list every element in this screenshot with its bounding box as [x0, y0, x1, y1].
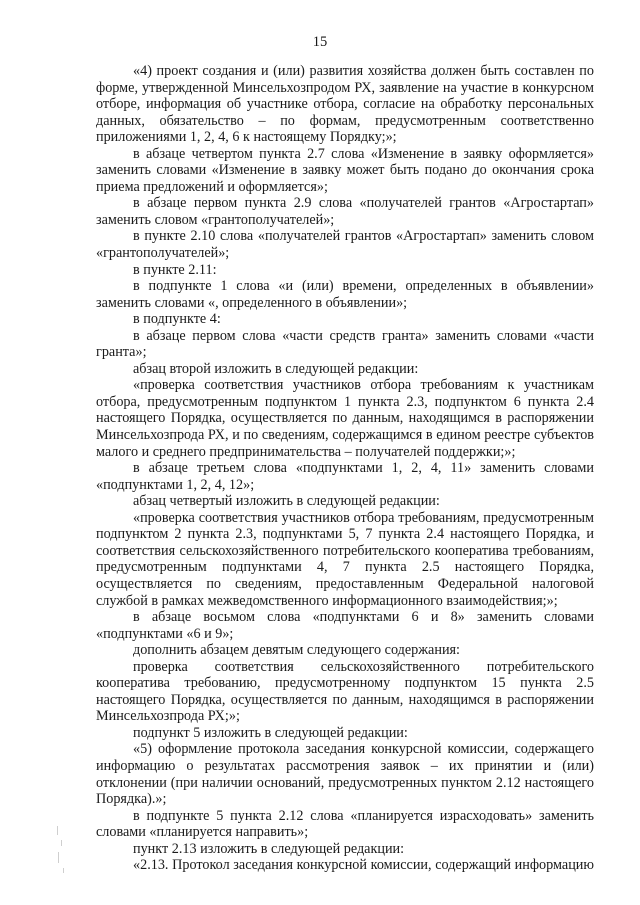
paragraph: в абзаце восьмом слова «подпунктами 6 и 8» заменить словами «подпунктами «6 и 9»;	[96, 609, 594, 642]
paragraph: в абзаце первом пункта 2.9 слова «получателей грантов «Агростартап» заменить словом «грантополучателей»;	[96, 195, 594, 228]
paragraph: в абзаце первом слова «части средств гранта» заменить словами «части гранта»;	[96, 327, 594, 361]
paragraph: в подпункте 1 слова «и (или) времени, определенных в объявлении» заменить словами «, определенного в объявлении»;	[96, 278, 594, 311]
paragraph: дополнить абзацем девятым следующего содержания:	[133, 642, 461, 659]
paragraph: в подпункте 5 пункта 2.12 слова «планируется израсходовать» заменить словами «планируется направить»;	[96, 807, 594, 841]
scan-margin-marks	[55, 822, 75, 882]
paragraph: «2.13. Протокол заседания конкурсной комиссии, содержащий информацию	[133, 857, 594, 874]
paragraph: в пункте 2.10 слова «получателей грантов «Агростартап» заменить словом «грантополучателей»;	[96, 228, 594, 262]
paragraph: «4) проект создания и (или) развития хозяйства должен быть составлен по форме, утвержденной Минсельхозпродом РХ, заявление на участие в конкурсном отборе, информация об участнике отбора, согласие на обработку персональных данных, обязательство – по формам, предусмотренным соответственно приложениями 1, 2, 4, 6 к настоящему Порядку;»;	[96, 63, 594, 146]
paragraph: абзац четвертый изложить в следующей редакции:	[133, 493, 440, 510]
paragraph: проверка соответствия сельскохозяйственного потребительского кооператива требованию, предусмотренному подпунктом 15 пункта 2.5 настоящего Порядка, осуществляется по данным, находящимся в распоряжении Минсельхозпрода РХ;»;	[96, 658, 594, 725]
paragraph: абзац второй изложить в следующей редакции:	[133, 360, 419, 377]
paragraph: в абзаце четвертом пункта 2.7 слова «Изменение в заявку оформляется» заменить словами «Изменение в заявку может быть подано до окончания срока приема предложений и оформляется»;	[96, 145, 594, 195]
paragraph: в пункте 2.11:	[133, 261, 217, 278]
paragraph: в абзаце третьем слова «подпунктами 1, 2, 4, 11» заменить словами «подпунктами 1, 2, 4, 12»;	[96, 460, 594, 493]
paragraph: «проверка соответствия участников отбора требованиям к участникам отбора, предусмотренным подпунктом 1 пункта 2.3, подпунктом 6 пункта 2.4 настоящего Порядка, осуществляется по данным, находящимся в распоряжении Минсельхозпрода РХ, и по сведениям, содержащимся в едином реестре субъектов малого и среднего предпринимательства – получателей поддержки;»;	[96, 377, 594, 460]
document-body	[96, 63, 594, 874]
paragraph: подпункт 5 изложить в следующей редакции:	[133, 724, 408, 741]
paragraph: «проверка соответствия участников отбора требованиям, предусмотренным подпунктом 2 пункта 2.3, подпунктами 5, 7 пункта 2.4 настоящего Порядка, и соответствия сельскохозяйственного потребительского кооператива требованиям, предусмотренным подпунктами 4, 7 пункта 2.5 настоящего Порядка, осуществляется по сведениям, предоставленным Федеральной налоговой службой в рамках межведомственного информационного взаимодействия;»;	[96, 509, 594, 609]
paragraph: «5) оформление протокола заседания конкурсной комиссии, содержащего информацию о результатах рассмотрения заявок – их принятии и (или) отклонении (при наличии оснований, предусмотренных пунктом 2.12 настоящего Порядка).»;	[96, 741, 594, 808]
paragraph: в подпункте 4:	[133, 311, 221, 328]
page-number: 15	[312, 34, 328, 50]
paragraph: пункт 2.13 изложить в следующей редакции:	[133, 840, 405, 857]
